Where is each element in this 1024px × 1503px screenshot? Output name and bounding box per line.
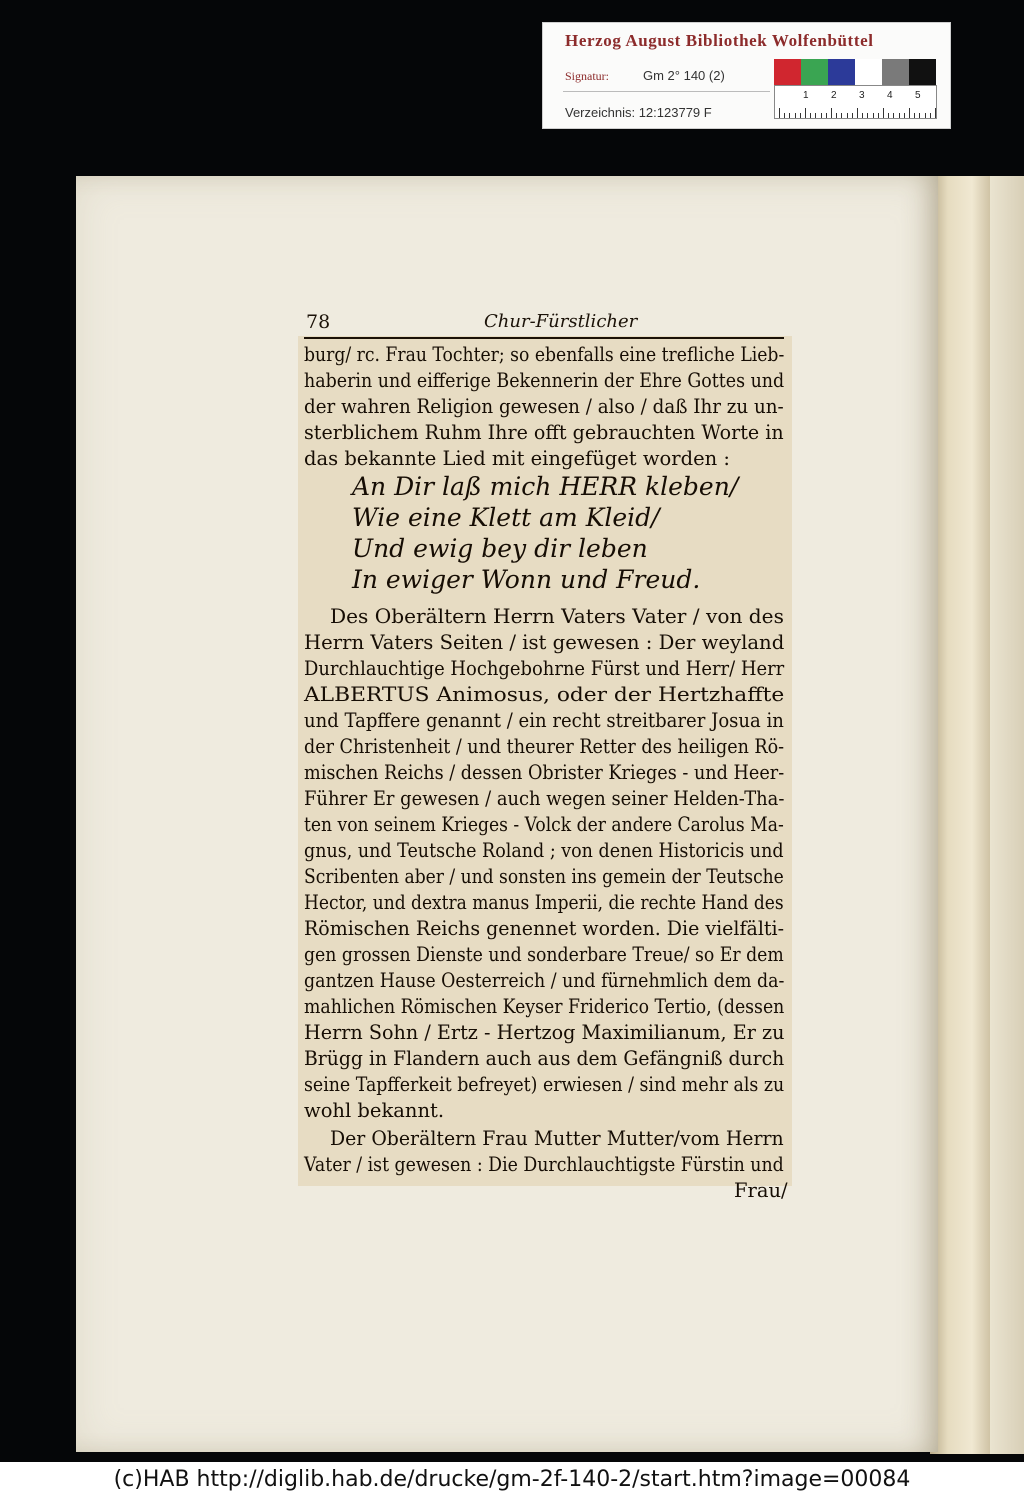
footer-bar xyxy=(0,1462,1024,1503)
color-swatch-gray xyxy=(882,59,909,85)
text-line: Vater / ist gewesen : Die Durchlauchtigste Fürstin und xyxy=(304,1153,784,1176)
scale-ruler xyxy=(774,85,937,119)
ruler-tick xyxy=(847,113,848,118)
ruler-tick xyxy=(800,113,801,118)
ruler-tick xyxy=(826,113,827,118)
ruler-tick xyxy=(935,108,936,118)
color-swatch-red xyxy=(774,59,801,85)
text-line: wohl bekannt. xyxy=(304,1099,445,1122)
library-name: Herzog August Bibliothek Wolfenbüttel xyxy=(565,31,874,50)
ruler-tick xyxy=(909,108,910,118)
text-line: ten von seinem Krieges - Volck der andere Carolus Ma- xyxy=(304,813,784,836)
page-number: 78 xyxy=(306,311,331,333)
text-line: gantzen Hause Oesterreich / und fürnehmlich dem da- xyxy=(304,969,785,992)
ruler-tick xyxy=(899,113,900,118)
page-header xyxy=(304,309,784,339)
color-swatch-blue xyxy=(828,59,855,85)
text-line: Brügg in Flandern auch aus dem Gefängniß durch xyxy=(304,1047,785,1070)
text-line: der wahren Religion gewesen / also / daß Ihr zu un- xyxy=(304,395,784,418)
ruler-tick xyxy=(930,113,931,118)
ruler-tick xyxy=(831,108,832,118)
ruler-tick xyxy=(784,113,785,118)
ruler-label-1: 1 xyxy=(803,90,809,101)
text-line: burg/ rc. Frau Tochter; so ebenfalls eine trefliche Lieb- xyxy=(304,343,785,366)
ruler-label-5: 5 xyxy=(915,90,921,101)
verse-line: In ewiger Wonn und Freud. xyxy=(352,565,701,594)
text-line: das bekannte Lied mit eingefüget worden : xyxy=(304,447,730,470)
ruler-label-2: 2 xyxy=(831,90,837,101)
verse-line: Wie eine Klett am Kleid/ xyxy=(352,503,660,532)
ruler-tick xyxy=(810,113,811,118)
color-swatch-white xyxy=(855,59,882,85)
ruler-tick xyxy=(815,113,816,118)
verse-line: Und ewig bey dir leben xyxy=(352,534,648,563)
text-line: mahlichen Römischen Keyser Friderico Tertio, (dessen xyxy=(304,995,785,1018)
ruler-tick xyxy=(779,108,780,118)
text-line: Herrn Sohn / Ertz - Hertzog Maximilianum, Er zu xyxy=(304,1021,785,1044)
text-line: ALBERTUS Animosus, oder der Hertzhaffte xyxy=(304,683,785,706)
ruler-tick xyxy=(836,113,837,118)
ruler-tick xyxy=(883,108,884,118)
ruler-tick xyxy=(841,113,842,118)
text-line: der Christenheit / und theurer Retter des heiligen Rö- xyxy=(304,735,785,758)
running-head: Chur-Fürstlicher xyxy=(484,311,638,332)
signatur-value: Gm 2° 140 (2) xyxy=(643,68,725,83)
text-line: haberin und eifferige Bekennerin der Ehre Gottes und xyxy=(304,369,785,392)
text-line: mischen Reichs / dessen Obrister Krieges - und Heer- xyxy=(304,761,785,784)
ruler-tick xyxy=(925,113,926,118)
text-line: Führer Er gewesen / auch wegen seiner Helden-Tha- xyxy=(304,787,785,810)
ruler-tick xyxy=(904,113,905,118)
ruler-tick xyxy=(795,113,796,118)
text-line: Durchlauchtige Hochgebohrne Fürst und Herr/ Herr xyxy=(304,657,785,680)
ruler-tick xyxy=(789,113,790,118)
verse-line: An Dir laß mich HERR kleben/ xyxy=(352,472,739,501)
text-line: gnus, und Teutsche Roland ; von denen Historicis und xyxy=(304,839,784,862)
ruler-tick xyxy=(914,113,915,118)
ruler-tick xyxy=(893,113,894,118)
ruler-tick xyxy=(919,113,920,118)
library-label xyxy=(542,22,951,129)
ruler-tick xyxy=(867,113,868,118)
signatur-key: Signatur: xyxy=(565,69,609,83)
copyright-url: (c)HAB http://diglib.hab.de/drucke/gm-2f-140-2/start.htm?image=00084 xyxy=(113,1467,911,1492)
ruler-label-3: 3 xyxy=(859,90,865,101)
ruler-label-4: 4 xyxy=(887,90,893,101)
text-line: sterblichem Ruhm Ihre offt gebrauchten Worte in xyxy=(304,421,784,444)
text-line: seine Tapfferkeit befreyet) erwiesen / sind mehr als zu xyxy=(304,1073,785,1096)
text-line: Römischen Reichs genennet worden. Die vielfälti- xyxy=(304,917,785,940)
label-divider xyxy=(563,91,770,92)
ruler-tick xyxy=(862,113,863,118)
color-swatch-green xyxy=(801,59,828,85)
color-swatch-black xyxy=(909,59,936,85)
ruler-tick xyxy=(888,113,889,118)
text-line: Scribenten aber / und sonsten ins gemein der Teutsche xyxy=(304,865,784,888)
text-line: Des Oberältern Herrn Vaters Vater / von des xyxy=(330,605,784,628)
text-line: Der Oberältern Frau Mutter Mutter/vom Herrn xyxy=(330,1127,784,1150)
text-line: und Tapffere genannt / ein recht streitbarer Josua in xyxy=(304,709,784,732)
ruler-tick xyxy=(857,108,858,118)
text-line: gen grossen Dienste und sonderbare Treue/ so Er dem xyxy=(304,943,784,966)
text-line: Hector, und dextra manus Imperii, die rechte Hand des xyxy=(304,891,784,914)
ruler-tick xyxy=(878,113,879,118)
ruler-tick xyxy=(821,113,822,118)
text-line: Herrn Vaters Seiten / ist gewesen : Der weyland xyxy=(304,631,785,654)
verzeichnis: Verzeichnis: 12:123779 F xyxy=(565,105,712,120)
ruler-tick xyxy=(805,108,806,118)
catchword: Frau/ xyxy=(734,1179,788,1202)
page-edges xyxy=(930,176,990,1454)
ruler-tick xyxy=(852,113,853,118)
ruler-tick xyxy=(873,113,874,118)
